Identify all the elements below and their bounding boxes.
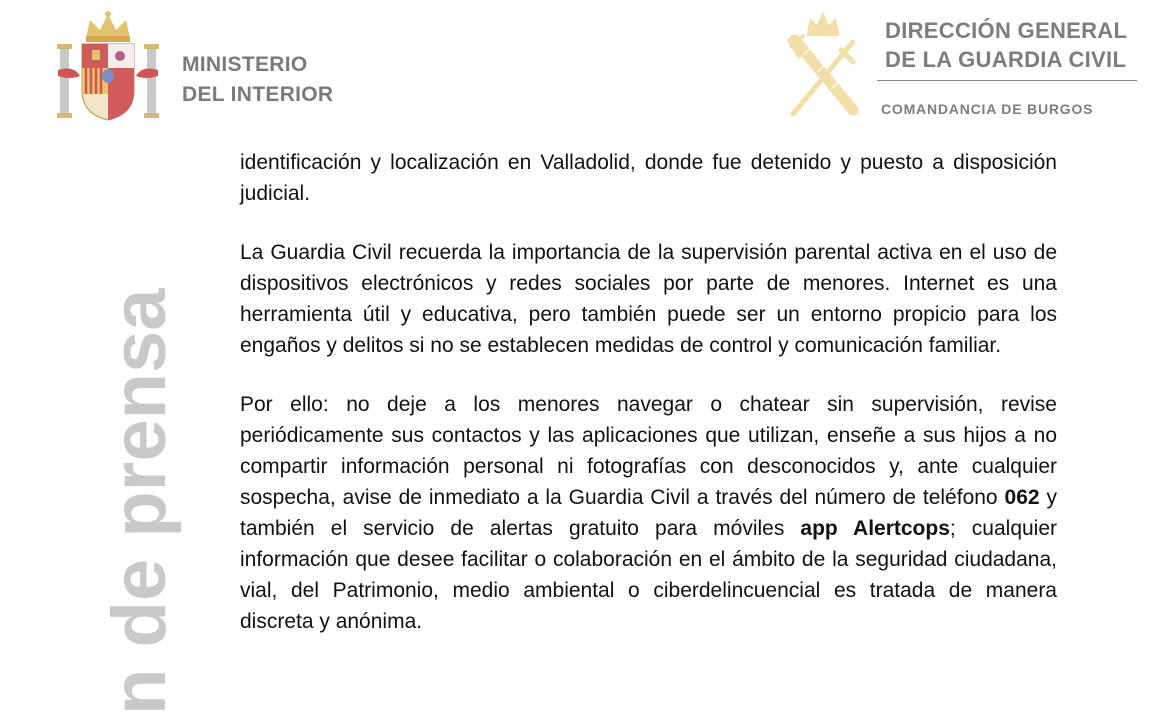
paragraph-2: La Guardia Civil recuerda la importancia de la supervisión parental activa en el uso de dispositivos electrónicos y redes sociales por parte de menores. Internet es una herramienta útil y educativa, pero también puede ser un entorno propicio para los engaños y delitos si no se establecen medidas de control y comunicación familiar. (240, 241, 1057, 357)
paragraph-3-text-c: ; cualquier información que desee facilitar o colaboración en el ámbito de la seguridad ciudadana, vial, del Patrimonio, medio ambiental o ciberdelincuencial es tratada de manera discreta y anónima. (240, 517, 1058, 633)
gc-title-line-1: DIRECCIÓN GENERAL (885, 18, 1128, 43)
comandancia-label: COMANDANCIA DE BURGOS (881, 101, 1094, 117)
paragraph-3-text-b: y también el servicio de alertas gratuito para móviles (240, 486, 1057, 540)
press-release-body (240, 147, 1057, 665)
phone-number: 062 (1004, 486, 1040, 509)
guardia-civil-emblem-icon (783, 10, 863, 120)
ministry-line-1: MINISTERIO (182, 53, 308, 76)
gc-title-line-2: DE LA GUARDIA CIVIL (885, 47, 1127, 72)
header-divider (877, 80, 1137, 81)
paragraph-3-text-a: Por ello: no deje a los menores navegar o chatear sin supervisión, revise periódicamente sus contactos y las aplicaciones que utilizan, enseñe a sus hijos a no compartir información personal ni fotografías con desconocidos y, ante cualquier sospecha, avise de inmediato a la Guardia Civil a través del número de teléfono (240, 393, 1057, 509)
app-name: app Alertcops (800, 517, 950, 540)
coat-of-arms-icon (54, 10, 162, 125)
ministry-name (182, 50, 442, 110)
paragraph-3 (240, 389, 1057, 637)
paragraph-1: identificación y localización en Valladolid, donde fue detenido y puesto a disposición judicial. (240, 151, 1057, 205)
sidebar-press-label: n de prensa (97, 288, 182, 715)
ministry-line-2: DEL INTERIOR (182, 83, 334, 106)
guardia-civil-title (885, 16, 1155, 74)
